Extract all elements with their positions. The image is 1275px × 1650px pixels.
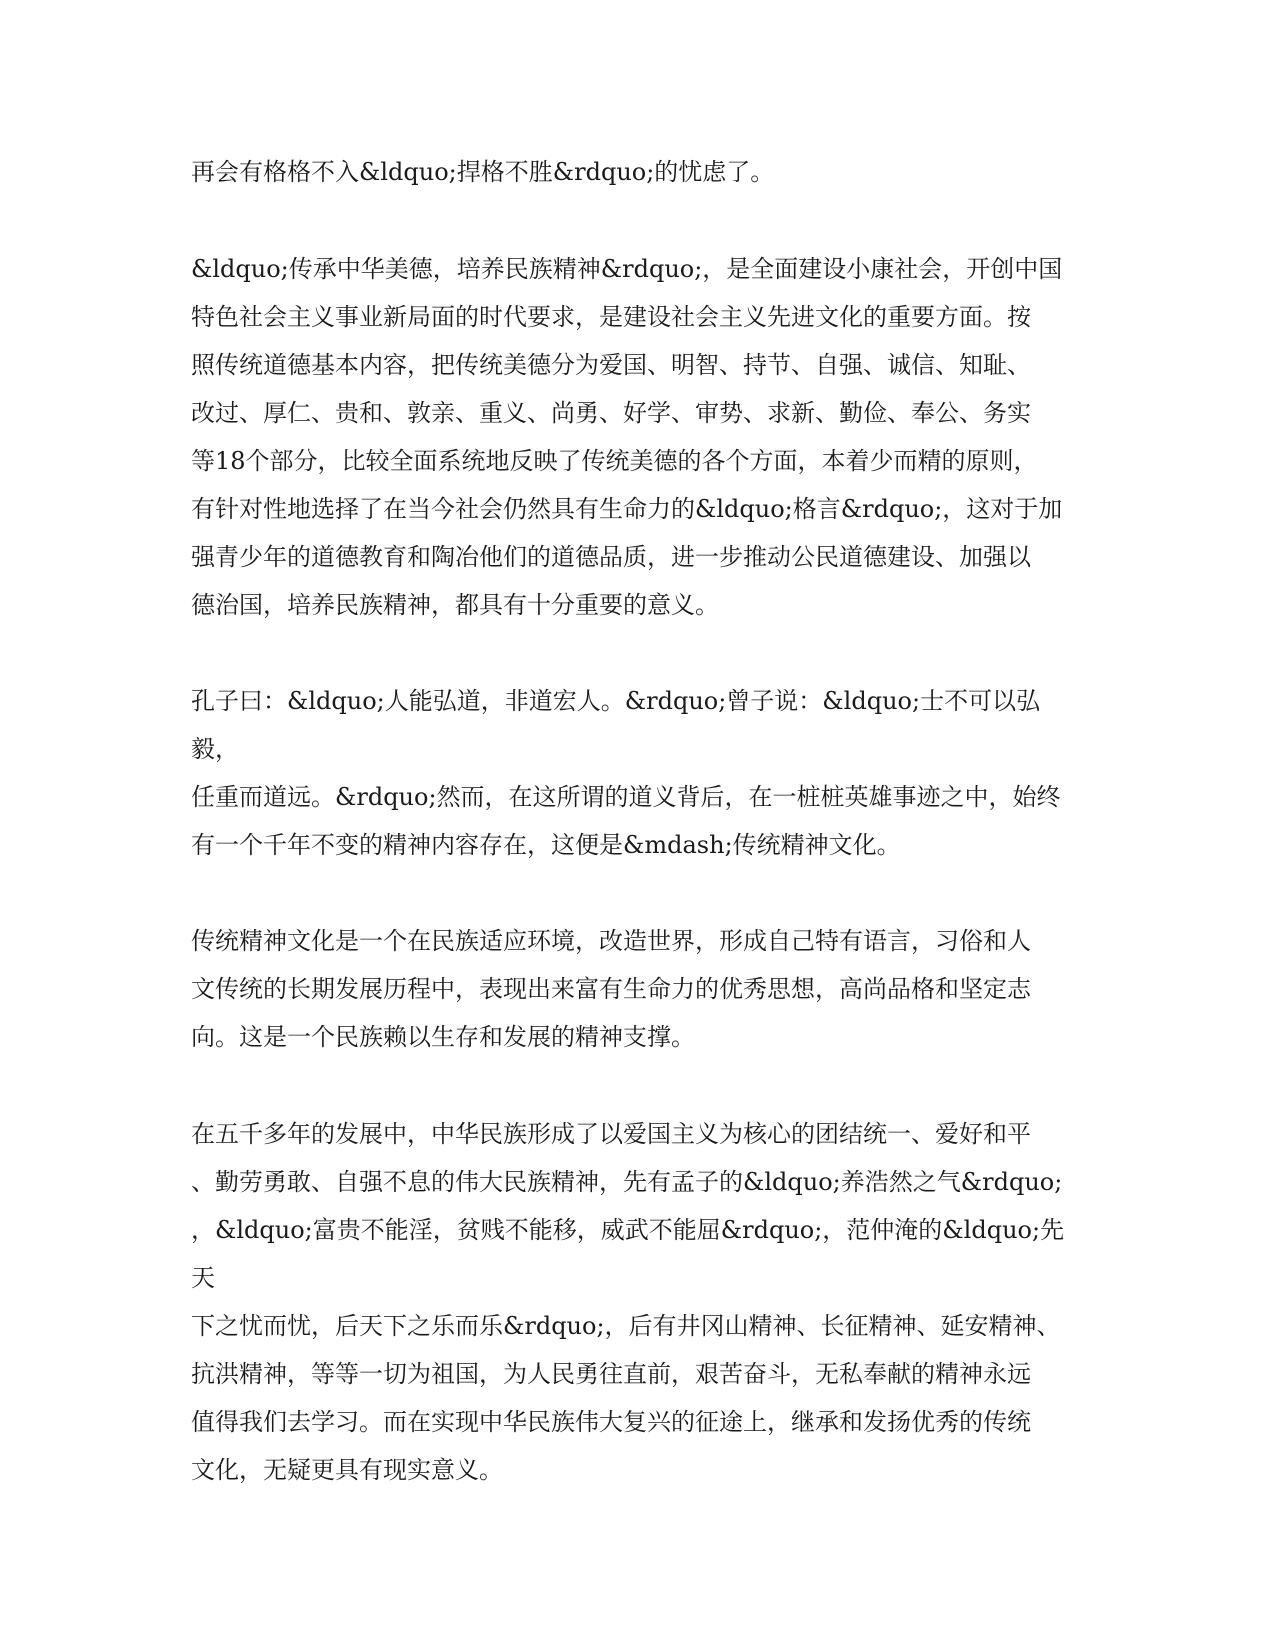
document-body [191, 148, 1084, 1543]
paragraph: &ldquo;传承中华美德，培养民族精神&rdquo;，是全面建设小康社会，开创中国 特色社会主义事业新局面的时代要求，是建设社会主义先进文化的重要方面。按 照传统道德基本内容，把传统美德分为爱国、明智、持节、自强、诚信、知耻、 改过、厚仁、贵和、敦亲、重义、尚勇、好学、审势、求新、勤俭、奉公、务实 等18个部分，比较全面系统地反映了传统美德的各个方面，本着少而精的原则， 有针对性地选择了在当今社会仍然具有生命力的&ldquo;格言&rdquo;，这对于加 强青少年的道德教育和陶冶他们的道德品质，进一步推动公民道德建设、加强以 德治国，培养民族精神，都具有十分重要的意义。 [191, 255, 1063, 619]
paragraph: 在五千多年的发展中，中华民族形成了以爱国主义为核心的团结统一、爱好和平 、勤劳勇敢、自强不息的伟大民族精神，先有孟子的&ldquo;养浩然之气&rdquo; ，&ldquo;富贵不能淫，贫贱不能移，威武不能屈&rdquo;，范仲淹的&ldquo;先天 下之忧而忧，后天下之乐而乐&rdquo;，后有井冈山精神、长征精神、延安精神、 抗洪精神，等等一切为祖国，为人民勇往直前，艰苦奋斗，无私奉献的精神永远 值得我们去学习。而在实现中华民族伟大复兴的征途上，继承和发扬优秀的传统 文化，无疑更具有现实意义。 [191, 1120, 1065, 1484]
paragraph: 再会有格格不入&ldquo;捍格不胜&rdquo;的忧虑了。 [191, 158, 775, 186]
paragraph: 传统精神文化是一个在民族适应环境，改造世界，形成自己特有语言，习俗和人 文传统的长期发展历程中，表现出来富有生命力的优秀思想，高尚品格和坚定志 向。这是一个民族赖以生存和发展的精神支撑。 [191, 927, 1031, 1051]
paragraph: 孔子曰：&ldquo;人能弘道，非道宏人。&rdquo;曾子说：&ldquo;士不可以弘毅， 任重而道远。&rdquo;然而，在这所谓的道义背后，在一桩桩英雄事迹之中，始终 有一个千年不变的精神内容存在，这便是&mdash;传统精神文化。 [191, 687, 1061, 859]
